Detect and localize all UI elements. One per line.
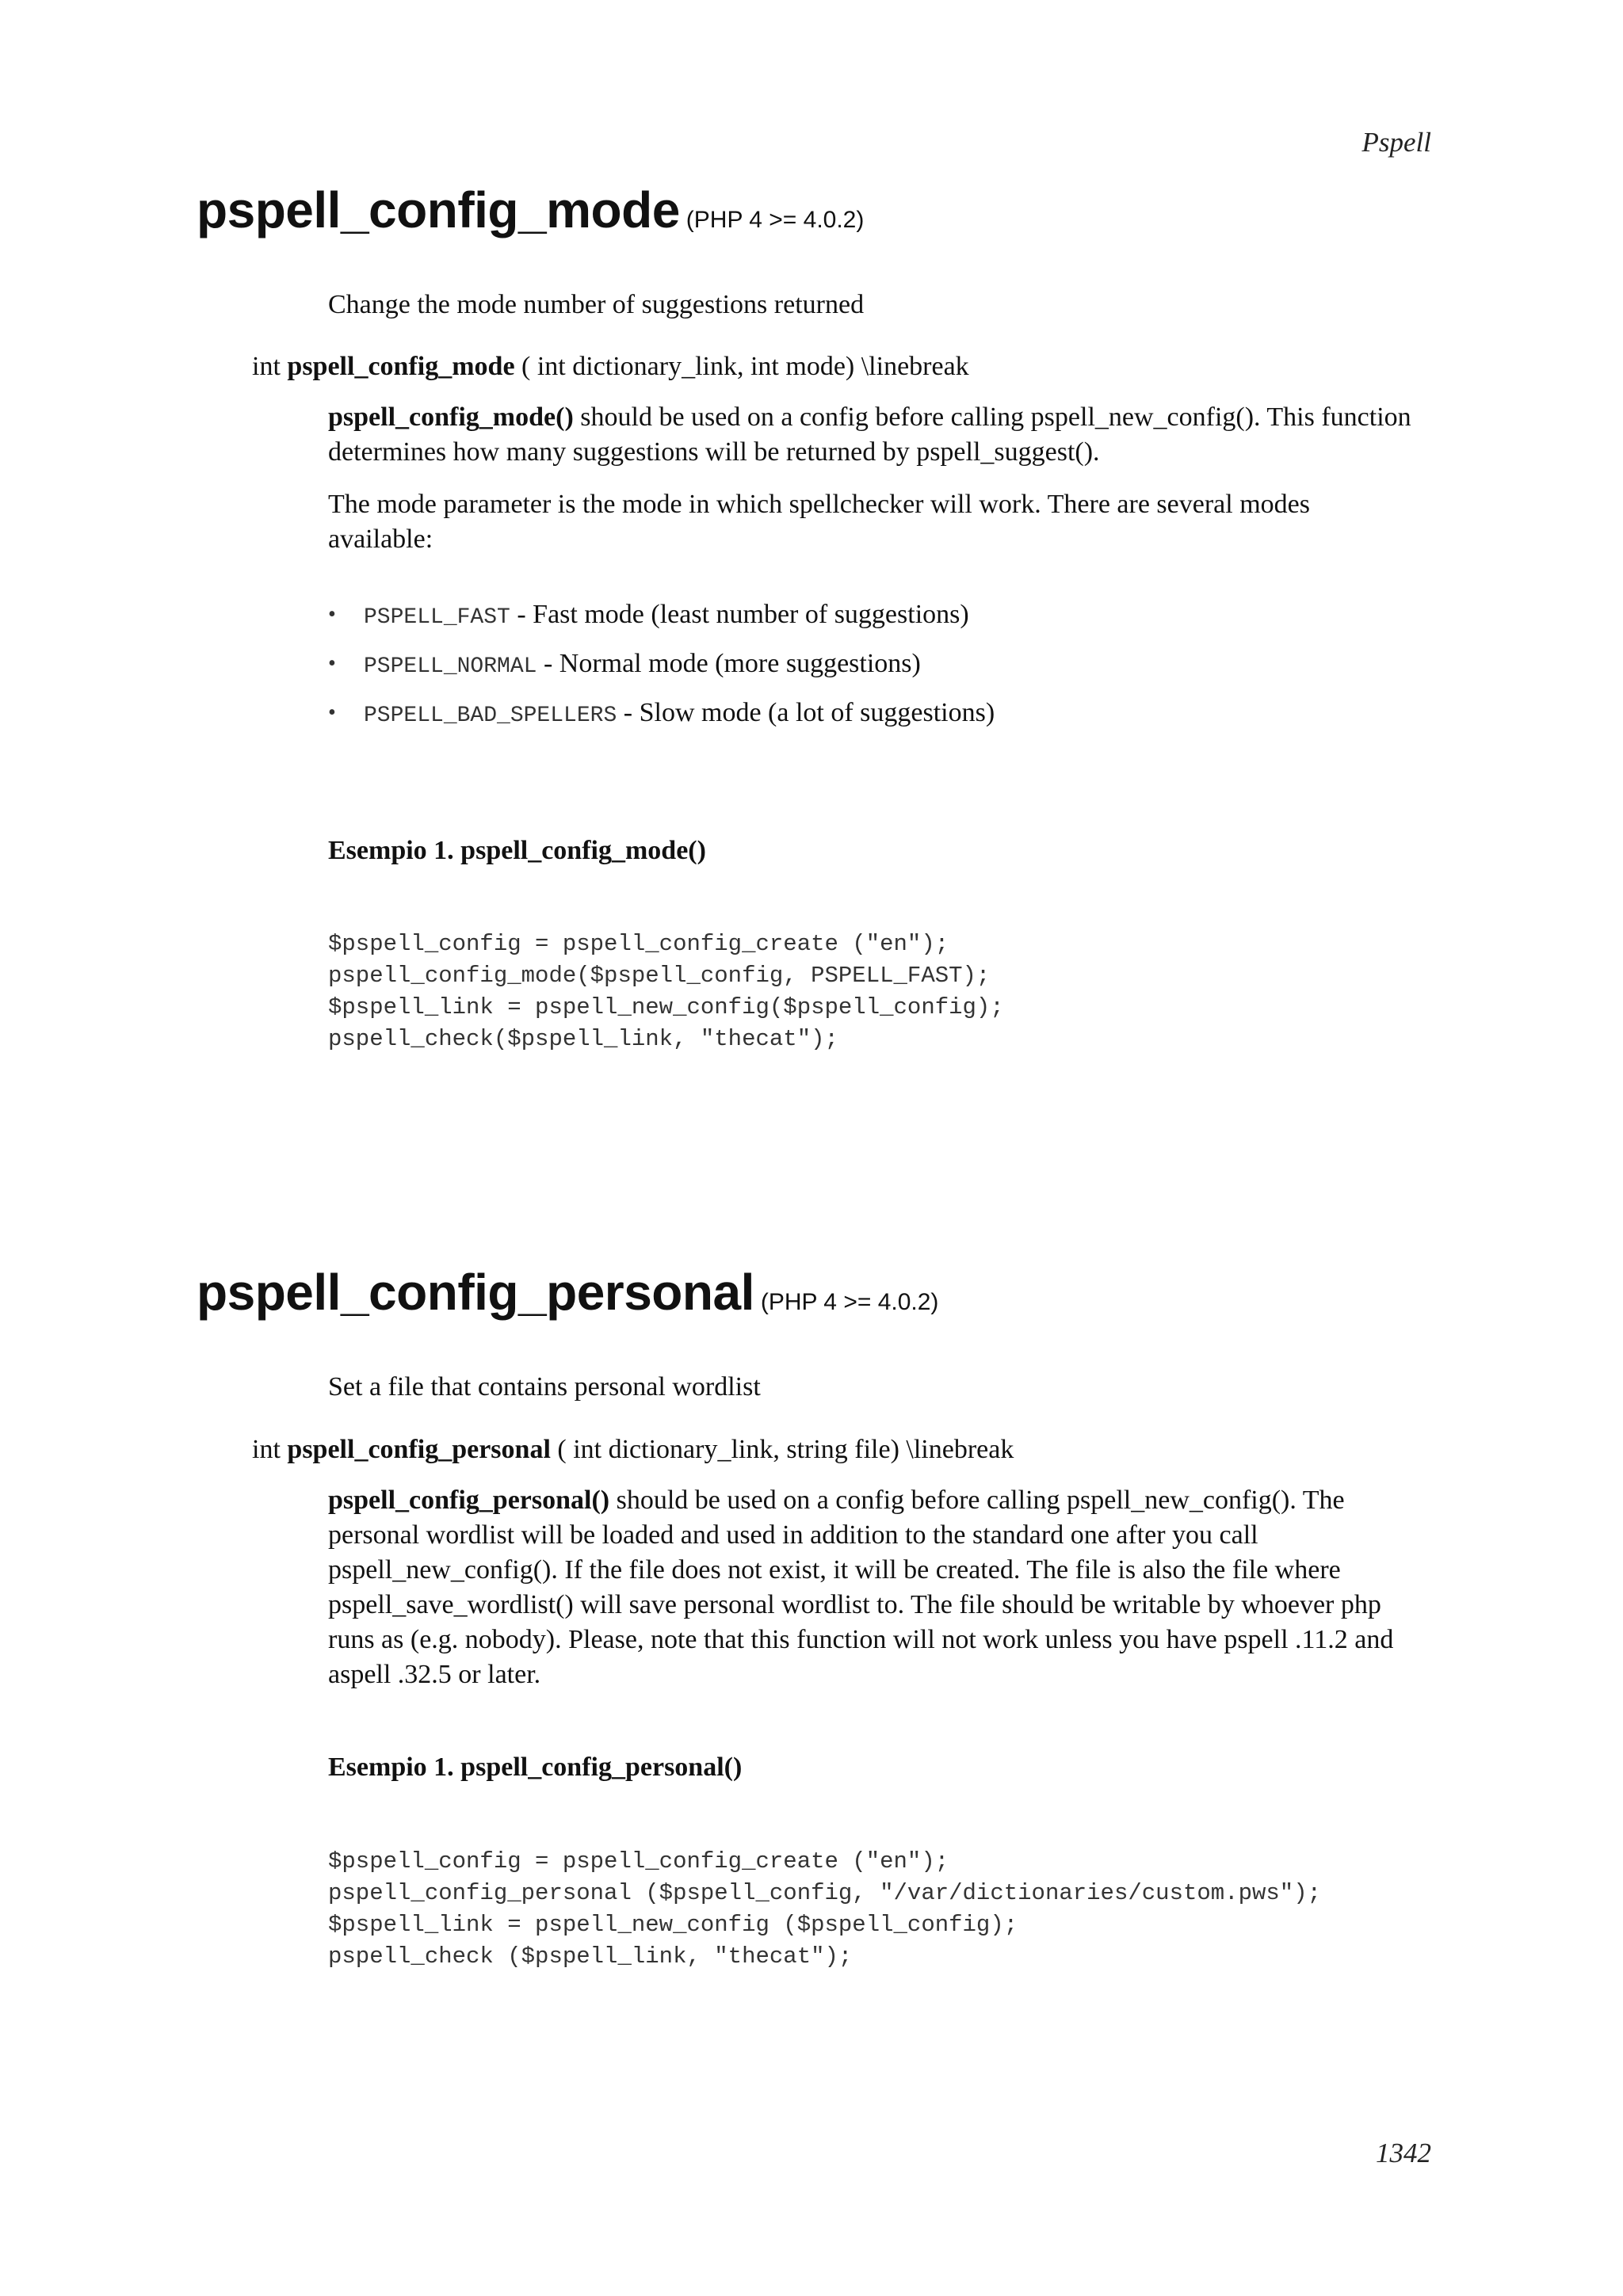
bullet-icon: • xyxy=(328,651,336,676)
function-synopsis xyxy=(252,352,969,382)
list-item xyxy=(328,696,995,745)
example-title: Esempio 1. pspell_config_personal() xyxy=(328,1753,743,1782)
synopsis-params: ( int dictionary_link, string file) \linebreak xyxy=(557,1435,1014,1464)
mode-text: available: xyxy=(328,524,433,554)
synopsis-function-name: pspell_config_mode xyxy=(287,352,515,381)
description-text: runs as (e.g. nobody). Please, note that this function will not work unless you have pspell .11.2 and xyxy=(328,1625,1394,1654)
description-text: determines how many suggestions will be returned by pspell_suggest(). xyxy=(328,437,1100,467)
constant-description: - Normal mode (more suggestions) xyxy=(537,649,921,678)
list-item xyxy=(328,646,995,696)
running-header: Pspell xyxy=(1361,127,1431,158)
example-title: Esempio 1. pspell_config_mode() xyxy=(328,836,706,865)
description-text: should be used on a config before calling pspell_new_config(). The xyxy=(609,1486,1345,1515)
constant-name: PSPELL_BAD_SPELLERS xyxy=(364,704,617,728)
constant-description: - Slow mode (a lot of suggestions) xyxy=(617,698,995,727)
description-text: personal wordlist will be loaded and used in addition to the standard one after you call xyxy=(328,1520,1258,1550)
constant-name: PSPELL_FAST xyxy=(364,605,510,630)
constant-name: PSPELL_NORMAL xyxy=(364,654,537,679)
mode-list xyxy=(328,597,995,745)
description-text: pspell_save_wordlist() will save personal wordlist to. The file should be writable by whoever php xyxy=(328,1590,1381,1619)
mode-paragraph xyxy=(328,487,1438,557)
return-type: int xyxy=(252,1435,281,1464)
code-example: $pspell_config = pspell_config_create ("en"); pspell_config_personal ($pspell_config, "/var/dictionaries/custom.pws"); $pspell_link = pspell_new_config ($pspell_config); pspell_check ($pspell_link, "thecat"); xyxy=(328,1848,1322,1970)
description-text: aspell .32.5 or later. xyxy=(328,1660,541,1689)
function-synopsis xyxy=(252,1435,1014,1465)
description-paragraph xyxy=(328,1483,1438,1692)
description-function-name: pspell_config_mode() xyxy=(328,402,574,432)
description-function-name: pspell_config_personal() xyxy=(328,1486,610,1515)
list-item xyxy=(328,597,995,646)
version-note: (PHP 4 >= 4.0.2) xyxy=(685,207,865,233)
synopsis-params: ( int dictionary_link, int mode) \linebreak xyxy=(521,352,969,381)
return-type: int xyxy=(252,352,281,381)
description-text: should be used on a config before calling pspell_new_config(). This function xyxy=(573,402,1411,432)
description-paragraph xyxy=(328,400,1438,470)
refentry-title xyxy=(197,1263,938,1322)
bullet-icon: • xyxy=(328,700,336,725)
page-number: 1342 xyxy=(1376,2138,1431,2168)
refentry-purpose: Change the mode number of suggestions returned xyxy=(328,290,865,319)
description-text: pspell_new_config(). If the file does not exist, it will be created. The file is also the file where xyxy=(328,1555,1341,1585)
code-example: $pspell_config = pspell_config_create ("en"); pspell_config_mode($pspell_config, PSPELL_FAST); $pspell_link = pspell_new_config($pspell_config); pspell_check($pspell_link, "thecat"); xyxy=(328,931,1004,1052)
synopsis-function-name: pspell_config_personal xyxy=(287,1435,551,1464)
constant-description: - Fast mode (least number of suggestions) xyxy=(510,600,969,629)
refentry-purpose: Set a file that contains personal wordlist xyxy=(328,1372,761,1402)
mode-text: The mode parameter is the mode in which spellchecker will work. There are several modes xyxy=(328,490,1310,519)
function-name: pspell_config_mode xyxy=(197,181,680,238)
version-note: (PHP 4 >= 4.0.2) xyxy=(760,1289,939,1315)
function-name: pspell_config_personal xyxy=(197,1264,754,1321)
bullet-icon: • xyxy=(328,602,336,627)
refentry-title xyxy=(197,181,864,239)
